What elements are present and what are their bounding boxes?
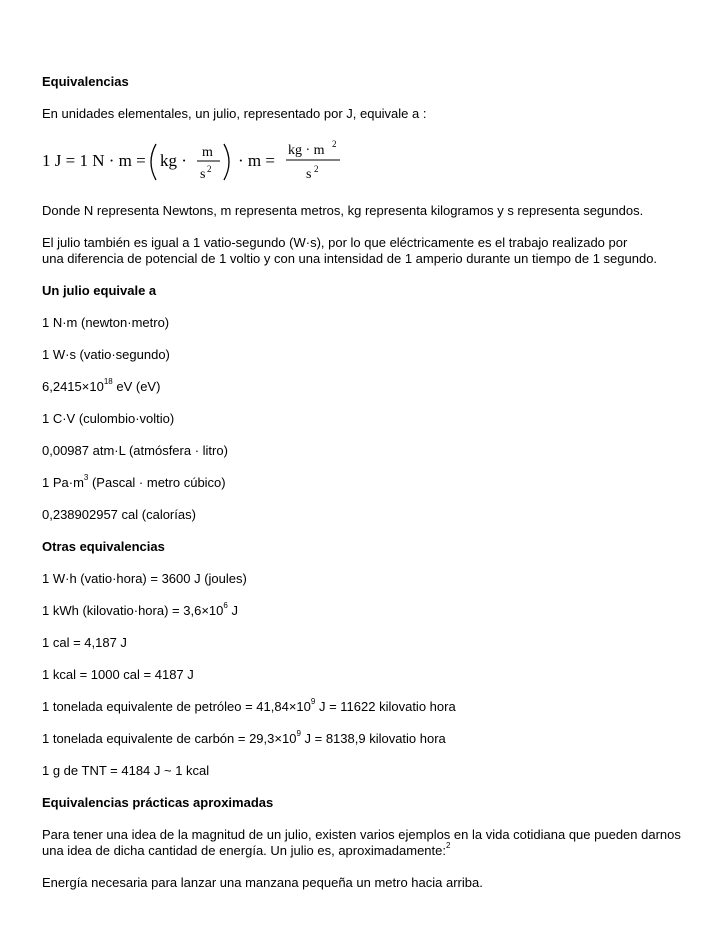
otras-tnt: 1 g de TNT = 4184 J ~ 1 kcal [42,763,210,778]
heading-equivalencias: Equivalencias [42,74,129,89]
formula-s-exp: 2 [207,164,212,174]
equiv-pascal-base: 1 Pa·m [42,475,84,490]
joule-formula-svg [42,138,352,186]
formula-m-num: m [202,145,213,160]
equiv-atm-litro: 0,00987 atm·L (atmósfera · litro) [42,443,228,458]
intro-paragraph: En unidades elementales, un julio, representado por J, equivale a : [42,106,427,121]
equiv-pascal-unit: (Pascal · metro cúbico) [88,475,226,490]
equiv-calorias: 0,238902957 cal (calorías) [42,507,196,522]
otras-kcal: 1 kcal = 1000 cal = 4187 J [42,667,194,682]
formula-dot-m-eq: · m = [238,151,275,170]
otras-tep-base: 1 tonelada equivalente de petróleo = 41,84×10 [42,699,311,714]
otras-cal: 1 cal = 4,187 J [42,635,127,650]
practicas-footnote: 2 [446,840,451,850]
equiv-culombio-voltio: 1 C·V (culombio·voltio) [42,411,175,426]
equiv-pascal [42,472,692,491]
heading-otras: Otras equivalencias [42,539,165,554]
otras-kwh [42,600,692,619]
equiv-ev-base: 6,2415×10 [42,379,104,394]
donde-paragraph: Donde N representa Newtons, m representa metros, kg representa kilogramos y s representa segundos. [42,203,644,218]
vatio-line-1: El julio también es igual a 1 vatio-segundo (W·s), por lo que eléctricamente es el trabajo realizado por [42,235,628,250]
otras-tep-exponent: 9 [310,696,316,706]
equiv-pascal-exponent: 3 [83,472,89,482]
equiv-ev-exponent: 18 [103,376,113,386]
otras-kwh-unit: J [227,603,238,618]
formula-num-exp: 2 [332,139,337,149]
otras-vatio-hora: 1 W·h (vatio·hora) = 3600 J (joules) [42,571,247,586]
otras-tec-rest: J = 8138,9 kilovatio hora [300,731,446,746]
otras-tec-base: 1 tonelada equivalente de carbón = 29,3×10 [42,731,297,746]
equiv-ev [42,376,692,395]
otras-kwh-exponent: 6 [223,600,228,610]
manzana-paragraph: Energía necesaria para lanzar una manzana pequeña un metro hacia arriba. [42,875,483,890]
left-paren [151,144,156,180]
practicas-line-2: una idea de dicha cantidad de energía. Un julio es, aproximadamente: [42,843,446,858]
equiv-newton-metro: 1 N·m (newton·metro) [42,315,170,330]
formula-den-s: s [306,167,312,182]
joule-formula [42,138,692,186]
heading-un-julio: Un julio equivale a [42,283,157,298]
otras-tec-exponent: 9 [296,728,301,738]
right-paren [224,144,229,180]
otras-tep-rest: J = 11622 kilovatio hora [315,699,456,714]
vatio-line-2: una diferencia de potencial de 1 voltio y con una intensidad de 1 amperio durante un tiempo de 1 segundo. [42,251,658,266]
formula-kg: kg · [160,151,187,170]
heading-practicas: Equivalencias prácticas aproximadas [42,795,274,810]
formula-lhs: 1 J = 1 N · m = [42,151,146,170]
otras-kwh-base: 1 kWh (kilovatio·hora) = 3,6×10 [42,603,224,618]
equiv-vatio-segundo: 1 W·s (vatio·segundo) [42,347,170,362]
formula-den-exp: 2 [314,164,319,174]
otras-tec [42,728,692,747]
formula-num-kg-m: kg · m [288,143,325,158]
equiv-ev-unit: eV (eV) [112,379,161,394]
vatio-paragraph [42,235,692,267]
practicas-line-1: Para tener una idea de la magnitud de un julio, existen varios ejemplos en la vida cotidiana que pueden darnos [42,827,681,842]
document-page [42,74,692,907]
otras-tep [42,696,692,715]
formula-s-den: s [200,167,206,182]
practicas-paragraph [42,827,692,859]
